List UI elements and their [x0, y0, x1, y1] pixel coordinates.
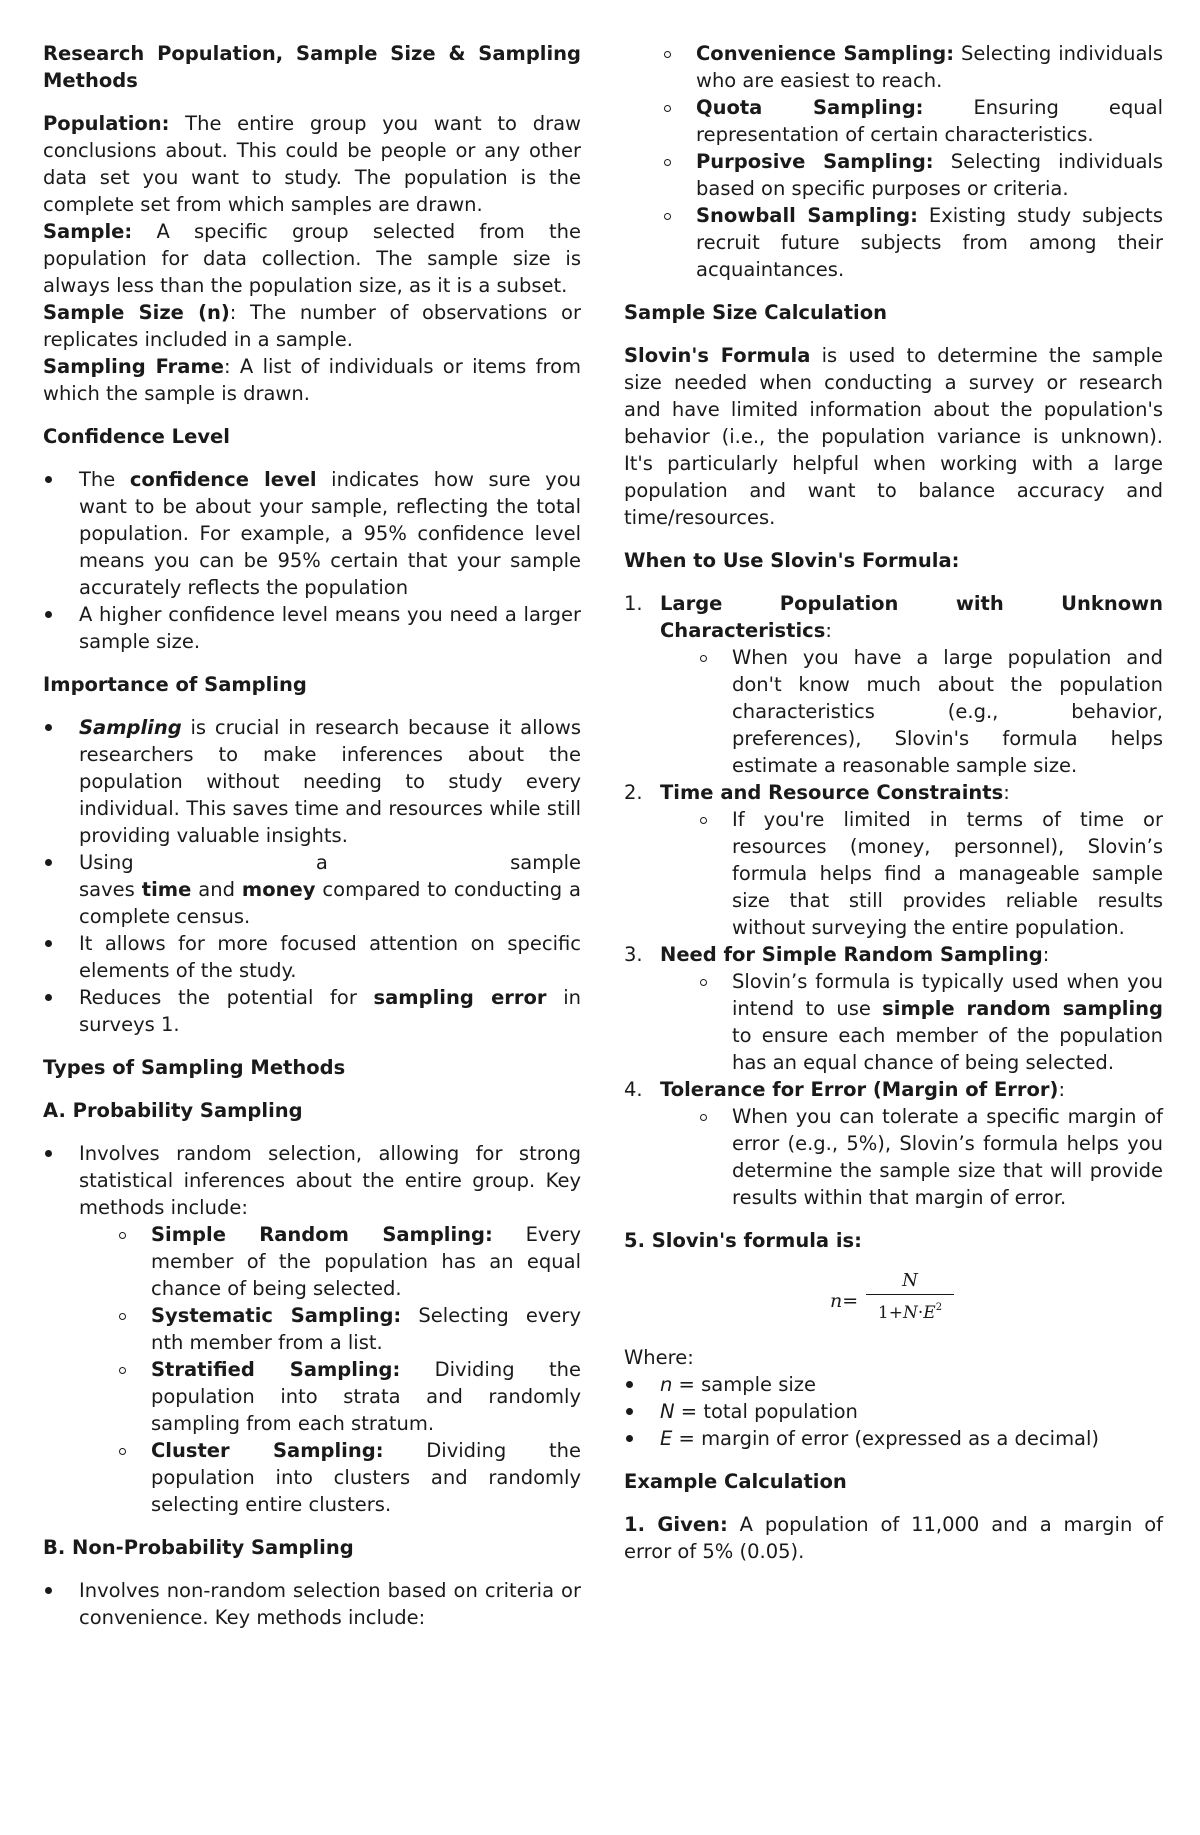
- method-systematic: Systematic Sampling: Selecting every nth member from a list.: [115, 1302, 581, 1356]
- definition-sample: [43, 218, 581, 299]
- document-title: Research Population, Sample Size & Sampling Methods: [43, 42, 581, 92]
- list-item: When you can tolerate a specific margin of error (e.g., 5%), Slovin’s formula helps you determine the sample size that will provide results within that margin of error.: [696, 1103, 1163, 1211]
- list-item: When you have a large population and don't know much about the population characteristics (e.g., behavior, preferences), Slovin's formula helps estimate a reasonable sample size.: [696, 644, 1163, 779]
- when-to-use-list: [624, 590, 1163, 1211]
- list-item: If you're limited in terms of time or resources (money, personnel), Slovin’s formula helps find a manageable sample size that still provides reliable results without surveying the entire population.: [696, 806, 1163, 941]
- when-to-use-heading: When to Use Slovin's Formula:: [624, 549, 960, 572]
- example-given: 1. Given: A population of 11,000 and a margin of error of 5% (0.05).: [624, 1513, 1163, 1563]
- sample-text: A specific group selected from the population for data collection. The sample size is always less than the population size, as it is a subset.: [43, 220, 581, 297]
- right-column: [624, 40, 1163, 1565]
- example-heading: Example Calculation: [624, 1470, 847, 1493]
- formula-heading: 5. Slovin's formula is:: [624, 1229, 862, 1252]
- list-item: E = margin of error (expressed as a decimal): [624, 1425, 1163, 1452]
- list-item: Involves non-random selection based on criteria or convenience. Key methods include:: [43, 1577, 581, 1631]
- method-snowball: Snowball Sampling: Existing study subjects recruit future subjects from among their acquaintances.: [660, 202, 1163, 283]
- confidence-list: [43, 466, 581, 655]
- definition-population: [43, 110, 581, 218]
- types-heading: Types of Sampling Methods: [43, 1056, 346, 1079]
- list-item: Using a sample saves time and money compared to conducting a complete census.: [43, 849, 581, 930]
- method-stratified: Stratified Sampling: Dividing the population into strata and randomly sampling from each stratum.: [115, 1356, 581, 1437]
- sample-size-text: : The number of observations or replicates included in a sample.: [43, 301, 581, 351]
- formula-fraction: [864, 1268, 956, 1326]
- list-item: Reduces the potential for sampling error in surveys 1.: [43, 984, 581, 1038]
- non-probability-list: [43, 1577, 581, 1631]
- list-item: N = total population: [624, 1398, 1163, 1425]
- definition-sampling-frame: [43, 353, 581, 407]
- sampling-frame-text: : A list of individuals or items from which the sample is drawn.: [43, 355, 582, 405]
- slovin-formula: [624, 1268, 1163, 1330]
- list-item: Involves random selection, allowing for strong statistical inferences about the entire group. Key methods include: Simple Random Sampling: Every member of the population has an equal chance of being selected. Systematic Sampling: Selecting every nth member from a list. Stratified Sampling: Dividing the population into strata and randomly sampling from each stratum. Cluster Sampling: Dividing the population into clusters and randomly selecting entire clusters.: [43, 1140, 581, 1518]
- probability-methods: [115, 1221, 581, 1518]
- method-convenience: Convenience Sampling: Selecting individuals who are easiest to reach.: [660, 40, 1163, 94]
- non-probability-heading: B. Non-Probability Sampling: [43, 1536, 354, 1559]
- probability-heading: A. Probability Sampling: [43, 1099, 303, 1122]
- list-item: n = sample size: [624, 1371, 1163, 1398]
- population-term: Population:: [43, 112, 170, 135]
- sampling-frame-term: Sampling Frame: [43, 355, 225, 378]
- variables-list: [624, 1371, 1163, 1452]
- method-simple-random: Simple Random Sampling: Every member of the population has an equal chance of being selected.: [115, 1221, 581, 1302]
- list-item: Slovin’s formula is typically used when you intend to use simple random sampling to ensure each member of the population has an equal chance of being selected.: [696, 968, 1163, 1076]
- list-item: 4. Tolerance for Error (Margin of Error): When you can tolerate a specific margin of error (e.g., 5%), Slovin’s formula helps you determine the sample size that will provide results within that margin of error.: [624, 1078, 1163, 1209]
- formula-numerator: N: [902, 1270, 918, 1291]
- slovin-description: Slovin's Formula is used to determine the sample size needed when conducting a survey or research and have limited information about the population's behavior (i.e., the population variance is unknown). It's particularly helpful when working with a large population and want to balance accuracy and time/resources.: [624, 344, 1163, 529]
- list-item: Sampling is crucial in research because it allows researchers to make inferences about the population without needing to study every individual. This saves time and resources while still providing valuable insights.: [43, 714, 581, 849]
- method-cluster: Cluster Sampling: Dividing the population into clusters and randomly selecting entire clusters.: [115, 1437, 581, 1518]
- where-label: Where:: [624, 1346, 694, 1369]
- list-item: It allows for more focused attention on specific elements of the study.: [43, 930, 581, 984]
- list-item: A higher confidence level means you need a larger sample size.: [43, 601, 581, 655]
- method-quota: Quota Sampling: Ensuring equal representation of certain characteristics.: [660, 94, 1163, 148]
- definition-sample-size: [43, 299, 581, 353]
- left-column: [43, 40, 581, 1631]
- confidence-heading: Confidence Level: [43, 425, 230, 448]
- list-item: 3. Need for Simple Random Sampling: Slovin’s formula is typically used when you intend to use simple random sampling to ensure each member of the population has an equal chance of being selected.: [624, 943, 1164, 1074]
- sample-size-term: Sample Size (n): [43, 301, 230, 324]
- importance-list-2: [43, 849, 581, 1038]
- list-item: 1. Large Population with Unknown Characteristics: When you have a large population and don't know much about the population characteristics (e.g., behavior, preferences), Slovin's formula helps estimate a reasonable sample size.: [624, 592, 1163, 777]
- calculation-heading: Sample Size Calculation: [624, 301, 887, 324]
- importance-list: [43, 714, 581, 849]
- list-item: 2. Time and Resource Constraints: If you're limited in terms of time or resources (money, personnel), Slovin’s formula helps find a manageable sample size that still provides reliable results without surveying the entire population.: [624, 781, 1163, 939]
- list-item: The confidence level indicates how sure you want to be about your sample, reflecting the total population. For example, a 95% confidence level means you can be 95% certain that your sample accurately reflects the population: [43, 466, 581, 601]
- method-purposive: Purposive Sampling: Selecting individuals based on specific purposes or criteria.: [660, 148, 1163, 202]
- importance-heading: Importance of Sampling: [43, 673, 307, 696]
- formula-denominator: $1+N\cdot E^2$: [877, 1302, 943, 1323]
- probability-list: [43, 1140, 581, 1518]
- non-probability-methods: [660, 40, 1163, 283]
- population-text: The entire group you want to draw conclusions about. This could be people or any other data set you want to study. The population is the complete set from which samples are drawn.: [43, 112, 581, 216]
- formula-lhs: n=: [830, 1290, 859, 1312]
- sample-term: Sample:: [43, 220, 133, 243]
